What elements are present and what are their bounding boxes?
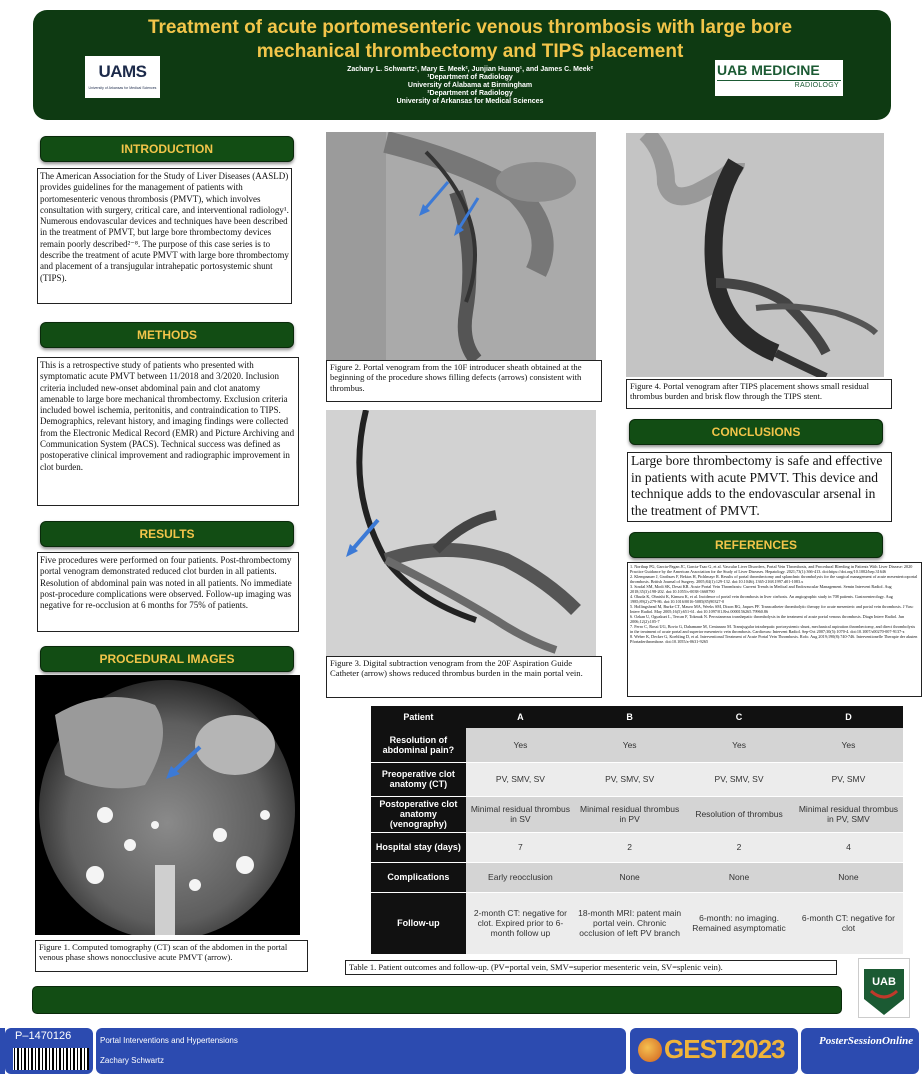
footer-green-bar [32, 986, 842, 1014]
table-row [371, 762, 903, 796]
uab-dragon-logo [858, 958, 910, 1018]
table-cell: Resolution of thrombus [684, 796, 794, 832]
table-cell: PV, SMV, SV [575, 762, 684, 796]
poster-id: P–1470126 [15, 1030, 72, 1042]
table-cell: 2-month CT: negative for clot. Expired prior to 6-month follow up [466, 892, 575, 954]
table-cell: None [575, 862, 684, 892]
title-line: Treatment of acute portomesenteric venous thrombosis with large bore [147, 17, 793, 38]
table-row [371, 832, 903, 862]
figure-1-ct-image [35, 675, 300, 935]
poster-session-online-panel[interactable] [801, 1028, 919, 1074]
introduction-header: INTRODUCTION [40, 136, 294, 162]
table-cell: 6-month: no imaging. Remained asymptomatic [684, 892, 794, 954]
reference-item: 6. Ozkan U, Oguzkurt L, Tercan F, Tokmak N. Percutaneous transhepatic thrombolysis in the treatment of acute portal venous thrombosis. Diagn Interv Radiol. Jun 2006;12(2):105-7 [630, 614, 905, 624]
poster-session-online-logo: PosterSessionOnline [819, 1035, 914, 1047]
table-cell: None [794, 862, 903, 892]
table-row-label: Hospital stay (days) [371, 832, 466, 862]
table-cell: PV, SMV, SV [684, 762, 794, 796]
table-cell: 2 [575, 832, 684, 862]
table-cell: Yes [684, 728, 794, 762]
tips-venogram-illustration [626, 133, 884, 377]
table-caption: Table 1. Patient outcomes and follow-up. (PV=portal vein, SMV=superior mesenteric vein, SV=splenic vein). [345, 960, 837, 975]
table-column-header: B [575, 706, 684, 728]
patient-outcomes-table [371, 706, 903, 955]
procedural-images-header: PROCEDURAL IMAGES [40, 646, 294, 672]
table-row-label: Complications [371, 862, 466, 892]
table-cell: Yes [575, 728, 684, 762]
gest-logo-icon [638, 1038, 662, 1062]
table-row [371, 728, 903, 762]
reference-item: 4. Okuda K, Ohnishi K, Kimura K, et al. Incidence of portal vein thrombosis in liver cirrhosis. An angiographic study in 708 patients. Gastroenterology. Aug 1985;89(2):279-86. doi:10.1016/0016-5085(85)90327-0 [630, 594, 893, 604]
dragon-icon [859, 959, 909, 1017]
reference-item: 5. Hollingshead M, Burke CT, Mauro MA, Weeks SM, Dixon RG, Jaques PF. Transcatheter thrombolytic therapy for acute mesenteric and portal vein thrombosis. J Vasc Interv Radiol. May 2005;16(5):651-61. doi:10.1097/01.Rvi.0000156265.79960.86 [630, 604, 914, 614]
figure-3-caption: Figure 3. Digital subtraction venogram from the 20F Aspiration Guide Catheter (arrow) shows reduced thrombus burden in the main portal vein. [326, 656, 602, 698]
svg-text:UAB: UAB [872, 976, 896, 988]
uab-logo-subtext: RADIOLOGY [794, 82, 839, 89]
barcode [13, 1048, 89, 1070]
session-info-panel [96, 1028, 626, 1074]
gest-logo-panel [630, 1028, 798, 1074]
methods-text: This is a retrospective study of patients who presented with symptomatic acute PMVT between 11/2018 and 3/2020. Inclusion criteria included new-onset abdominal pain and clot anatomy amenable to large bore mechanical thrombectomy. Exclusion criteria included bowel ischemia, peritonitis, and contraindication to TIPS. Demographics, relevant history, and imaging findings were collected from the Electronic Medical Record (EMR) and Picture Archiving and Communication System (PACS). Technical success was defined as postoperative clinical improvement and radiographic improvement in clot burden. [37, 357, 299, 506]
methods-header: METHODS [40, 322, 294, 348]
table-row [371, 796, 903, 832]
table-row [371, 862, 903, 892]
introduction-text: The American Association for the Study of Liver Diseases (AASLD) provides guidelines for the management of patients with portomesenteric venous thrombosis (PMVT), which involves consultation with surgery, critical care, and interventional radiology¹. Numerous endovascular devices and techniques have been described in the treatment of PMVT, but large bore thrombectomy devices remain poorly described²⁻⁸. The purpose of this case series is to describe the treatment of acute PMVT with large bore thrombectomy and placement of a transjugular intrahepatic portosystemic shunt (TIPS). [37, 168, 292, 304]
uams-logo-subtext: University of Arkansas for Medical Sciences [88, 86, 157, 90]
figure-1-caption: Figure 1. Computed tomography (CT) scan of the abdomen in the portal venous phase shows nonocclusive acute PMVT (arrow). [35, 940, 308, 972]
gest-logo-text: GEST2023 [664, 1034, 785, 1064]
uams-logo [85, 56, 160, 98]
author-names: Zachary L. Schwartz¹, Mary E. Meek², Junjian Huang¹, and James C. Meek² [347, 66, 593, 73]
poster-footer [0, 1028, 924, 1075]
table-row-label: Follow-up [371, 892, 466, 954]
conclusions-header: CONCLUSIONS [629, 419, 883, 445]
session-name: Portal Interventions and Hypertensions [100, 1036, 238, 1045]
table-cell: 2 [684, 832, 794, 862]
uab-logo-text: UAB MEDICINE [717, 62, 820, 78]
uams-logo-text: UAMS [98, 62, 147, 81]
figure-2-venogram-image [326, 132, 596, 360]
table-header-row [371, 706, 903, 728]
table-cell: PV, SMV, SV [466, 762, 575, 796]
references-list [627, 562, 922, 697]
table-row-label: Resolution of abdominal pain? [371, 728, 466, 762]
table-cell: Yes [794, 728, 903, 762]
uab-medicine-logo [715, 60, 843, 96]
table-column-header: A [466, 706, 575, 728]
table-row-label: Preoperative clot anatomy (CT) [371, 762, 466, 796]
table-cell: PV, SMV [794, 762, 903, 796]
venogram-illustration [326, 132, 596, 360]
references-header: REFERENCES [629, 532, 883, 558]
conclusions-text: Large bore thrombectomy is safe and effective in patients with acute PMVT. This device and technique adds to the endovascular arsenal in the treatment of PMVT. [627, 452, 892, 522]
table-cell: 4 [794, 832, 903, 862]
table-cell: 18-month MRI: patent main portal vein. Chronic occlusion of left PV branch [575, 892, 684, 954]
author-block [250, 66, 690, 106]
affiliation: ²Department of Radiology [427, 90, 513, 97]
reference-item: 1. Northup PG, Garcia-Pagan JC, Garcia-Tsao G, et al. Vascular Liver Disorders, Portal Vein Thrombosis, and Procedural Bleeding in Patients With Liver Disease: 2020 Practice Guidance by the American Association for the Study of Liver Diseases. Hepatology. 2021;73(1):366-413. doi:https://doi.org/10.1002/hep.31646 [630, 564, 913, 574]
reference-item: 8. Weber K, Decker G, Koehling D, et al. Interventional Treatment of Acute Portal Vein Thrombosis. Rofo. Aug 2019;190(8):740-746. Interventionelle Therapie der akuten Pfortaderthrombose. doi:10.1055/a-0631-9265 [630, 634, 918, 644]
reference-item: 2. Klempnauer J, Grothues F, Bektas H, Pichlmayr R. Results of portal thrombectomy and splanchnic thrombolysis for the surgical management of acute mesentericoportal thrombosis. British Journal of Surgery. 2005;84(1):129-132. doi:10.1046/j.1365-2168.1997.d01-1083.x [630, 574, 918, 584]
table-cell: Yes [466, 728, 575, 762]
figure-3-subtraction-venogram-image [326, 410, 596, 656]
table-cell: None [684, 862, 794, 892]
results-text: Five procedures were performed on four patients. Post-thrombectomy portal venogram demonstrated reduced clot burden in all patients. Resolution of abdominal pain was noted in all patients. No immediate post-procedure complications were observed. Follow-up imaging was negative for re-occlusion at 6 months for 75% of patients. [37, 552, 299, 632]
table-column-header: D [794, 706, 903, 728]
table-row-label: Postoperative clot anatomy (venography) [371, 796, 466, 832]
figure-2-caption: Figure 2. Portal venogram from the 10F introducer sheath obtained at the beginning of the procedure shows filling defects (arrows) consistent with thrombus. [326, 360, 602, 402]
title-line: mechanical thrombectomy and TIPS placement [256, 41, 684, 62]
table-column-header: C [684, 706, 794, 728]
figure-4-caption: Figure 4. Portal venogram after TIPS placement shows small residual thrombus burden and brisk flow through the TIPS stent. [626, 379, 892, 409]
table-cell: Minimal residual thrombus in PV, SMV [794, 796, 903, 832]
poster-title [120, 16, 820, 64]
reference-item: 7. Ferro C, Rossi UG, Bovio G, Dahamane M, Centanaro M. Transjugular intrahepatic portosystemic shunt, mechanical aspiration thrombectomy, and direct thrombolysis in the treatment of acute portal and superior mesenteric vein thrombosis. Cardiovasc Intervent Radiol. Sep-Oct 2007;30(5):1070-4. doi:10.1007/s00270-007-9137-z [630, 624, 916, 634]
ct-scan-illustration [35, 675, 300, 935]
reference-item: 3. Sosdal SM, Modi SK, Desai KR. Acute Portal Vein Thrombosis: Current Trends in Medical and Endovascular Management. Semin Intervent Radiol. Aug 2018;35(3):198-202. doi:10.1055/s-0038-1668790 [630, 584, 892, 594]
figure-4-venogram-image [626, 133, 884, 377]
table-cell: Minimal residual thrombus in SV [466, 796, 575, 832]
table-cell: 7 [466, 832, 575, 862]
results-header: RESULTS [40, 521, 294, 547]
presenter-name: Zachary Schwartz [100, 1056, 165, 1065]
table-cell: 6-month CT: negative for clot [794, 892, 903, 954]
uab-logo-rule [717, 80, 841, 81]
affiliation: University of Alabama at Birmingham [407, 82, 533, 89]
table-row [371, 892, 903, 954]
table-column-header: Patient [371, 706, 466, 728]
affiliation: ¹Department of Radiology [427, 74, 513, 81]
subtraction-venogram-illustration [326, 410, 596, 656]
table-cell: Minimal residual thrombus in PV [575, 796, 684, 832]
poster-id-panel [5, 1028, 93, 1074]
table-cell: Early reocclusion [466, 862, 575, 892]
affiliation: University of Arkansas for Medical Sciences [396, 98, 544, 105]
